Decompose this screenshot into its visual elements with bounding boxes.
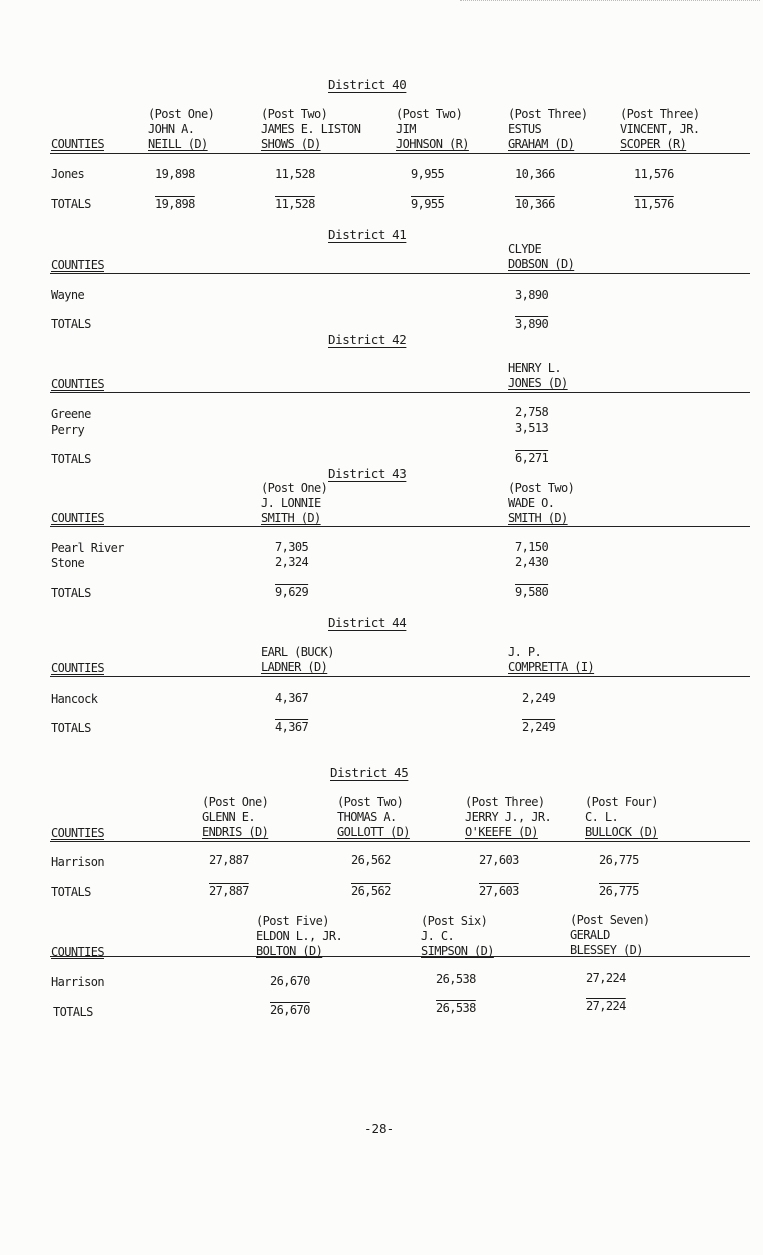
d41-header-rule bbox=[50, 273, 750, 274]
d45b-candidate-2: (Post Six) J. C. SIMPSON (D) bbox=[421, 914, 494, 958]
d45-total-2: 26,562 bbox=[351, 884, 391, 898]
d43-total-2: 9,580 bbox=[515, 585, 549, 599]
district-43-title: District 43 bbox=[328, 466, 407, 481]
d44-total-1: 4,367 bbox=[275, 720, 309, 734]
d45-total-3: 27,603 bbox=[479, 884, 519, 898]
d42-total: 6,271 bbox=[515, 451, 549, 465]
d40-total-5: 11,576 bbox=[634, 197, 674, 211]
d45-candidate-4: (Post Four) C. L. BULLOCK (D) bbox=[585, 795, 658, 839]
d42-value-1: 2,758 bbox=[515, 405, 549, 419]
d41-county: Wayne bbox=[51, 288, 85, 302]
d45b-counties-label: COUNTIES bbox=[51, 945, 104, 959]
d43-county-2: Stone bbox=[51, 556, 85, 570]
d45b-value-1: 26,670 bbox=[270, 974, 310, 988]
d41-counties-label: COUNTIES bbox=[51, 258, 104, 272]
d44-candidate-2: J. P. COMPRETTA (I) bbox=[508, 645, 595, 674]
d44-county: Hancock bbox=[51, 692, 98, 706]
d40-candidate-3: (Post Two) JIM JOHNSON (R) bbox=[396, 107, 469, 151]
district-40-title: District 40 bbox=[328, 77, 407, 92]
d44-totals-label: TOTALS bbox=[51, 721, 91, 735]
d45b-county: Harrison bbox=[51, 975, 104, 989]
d40-totals-label: TOTALS bbox=[51, 197, 91, 211]
d42-counties-label: COUNTIES bbox=[51, 377, 104, 391]
d41-value: 3,890 bbox=[515, 288, 549, 302]
d42-county-1: Greene bbox=[51, 407, 91, 421]
d45b-total-3: 27,224 bbox=[586, 999, 626, 1013]
d43-value-2-2: 2,430 bbox=[515, 555, 549, 569]
d40-total-2: 11,528 bbox=[275, 197, 315, 211]
d40-value-4: 10,366 bbox=[515, 167, 555, 181]
d45-total-4: 26,775 bbox=[599, 884, 639, 898]
d40-candidate-1: (Post One) JOHN A. NEILL (D) bbox=[148, 107, 215, 151]
d45-value-3: 27,603 bbox=[479, 853, 519, 867]
d43-total-1: 9,629 bbox=[275, 585, 309, 599]
d44-value-1: 4,367 bbox=[275, 691, 309, 705]
d45b-candidate-3: (Post Seven) GERALD BLESSEY (D) bbox=[570, 913, 650, 957]
d43-value-1-2: 7,150 bbox=[515, 540, 549, 554]
d43-header-rule bbox=[50, 526, 750, 527]
d40-value-3: 9,955 bbox=[411, 167, 445, 181]
page-number: -28- bbox=[364, 1121, 395, 1136]
d44-value-2: 2,249 bbox=[522, 691, 556, 705]
district-44-title: District 44 bbox=[328, 615, 407, 630]
d40-value-1: 19,898 bbox=[155, 167, 195, 181]
d41-total: 3,890 bbox=[515, 317, 549, 331]
d45b-value-3: 27,224 bbox=[586, 971, 626, 985]
d40-candidate-2: (Post Two) JAMES E. LISTON SHOWS (D) bbox=[261, 107, 361, 151]
d40-header-rule bbox=[50, 153, 750, 154]
d42-header-rule bbox=[50, 392, 750, 393]
district-45-title: District 45 bbox=[330, 765, 409, 780]
d40-candidate-5: (Post Three) VINCENT, JR. SCOPER (R) bbox=[620, 107, 700, 151]
d45b-totals-label: TOTALS bbox=[53, 1005, 93, 1019]
d45b-candidate-1: (Post Five) ELDON L., JR. BOLTON (D) bbox=[256, 914, 343, 958]
d43-value-1-1: 7,305 bbox=[275, 540, 309, 554]
d44-header-rule bbox=[50, 676, 750, 677]
d40-total-4: 10,366 bbox=[515, 197, 555, 211]
d45b-value-2: 26,538 bbox=[436, 972, 476, 986]
d44-total-2: 2,249 bbox=[522, 720, 556, 734]
d41-candidate: CLYDE DOBSON (D) bbox=[508, 242, 575, 271]
d41-totals-label: TOTALS bbox=[51, 317, 91, 331]
d45-county: Harrison bbox=[51, 855, 104, 869]
d43-candidate-1: (Post One) J. LONNIE SMITH (D) bbox=[261, 481, 328, 525]
d44-counties-label: COUNTIES bbox=[51, 661, 104, 675]
d43-county-1: Pearl River bbox=[51, 541, 124, 555]
d40-value-5: 11,576 bbox=[634, 167, 674, 181]
d40-counties-label: COUNTIES bbox=[51, 137, 104, 151]
d45-header-rule bbox=[50, 841, 750, 842]
d43-value-2-1: 2,324 bbox=[275, 555, 309, 569]
d40-candidate-4: (Post Three) ESTUS GRAHAM (D) bbox=[508, 107, 588, 151]
district-41-title: District 41 bbox=[328, 227, 407, 242]
d43-totals-label: TOTALS bbox=[51, 586, 91, 600]
d43-candidate-2: (Post Two) WADE O. SMITH (D) bbox=[508, 481, 575, 525]
d45-value-2: 26,562 bbox=[351, 853, 391, 867]
d40-county: Jones bbox=[51, 167, 85, 181]
district-42-title: District 42 bbox=[328, 332, 407, 347]
d45b-total-1: 26,670 bbox=[270, 1003, 310, 1017]
d42-totals-label: TOTALS bbox=[51, 452, 91, 466]
d44-candidate-1: EARL (BUCK) LADNER (D) bbox=[261, 645, 334, 674]
d45-candidate-3: (Post Three) JERRY J., JR. O'KEEFE (D) bbox=[465, 795, 552, 839]
d45-candidate-1: (Post One) GLENN E. ENDRIS (D) bbox=[202, 795, 269, 839]
d42-county-2: Perry bbox=[51, 423, 85, 437]
d45b-header-rule bbox=[50, 956, 750, 957]
d40-total-1: 19,898 bbox=[155, 197, 195, 211]
d40-total-3: 9,955 bbox=[411, 197, 445, 211]
page-edge bbox=[460, 0, 760, 1]
d45-value-4: 26,775 bbox=[599, 853, 639, 867]
d45-total-1: 27,887 bbox=[209, 884, 249, 898]
d45-totals-label: TOTALS bbox=[51, 885, 91, 899]
d45b-total-2: 26,538 bbox=[436, 1001, 476, 1015]
d43-counties-label: COUNTIES bbox=[51, 511, 104, 525]
d42-value-2: 3,513 bbox=[515, 421, 549, 435]
d45-counties-label: COUNTIES bbox=[51, 826, 104, 840]
d45-value-1: 27,887 bbox=[209, 853, 249, 867]
d40-value-2: 11,528 bbox=[275, 167, 315, 181]
d45-candidate-2: (Post Two) THOMAS A. GOLLOTT (D) bbox=[337, 795, 410, 839]
d42-candidate: HENRY L. JONES (D) bbox=[508, 361, 568, 390]
